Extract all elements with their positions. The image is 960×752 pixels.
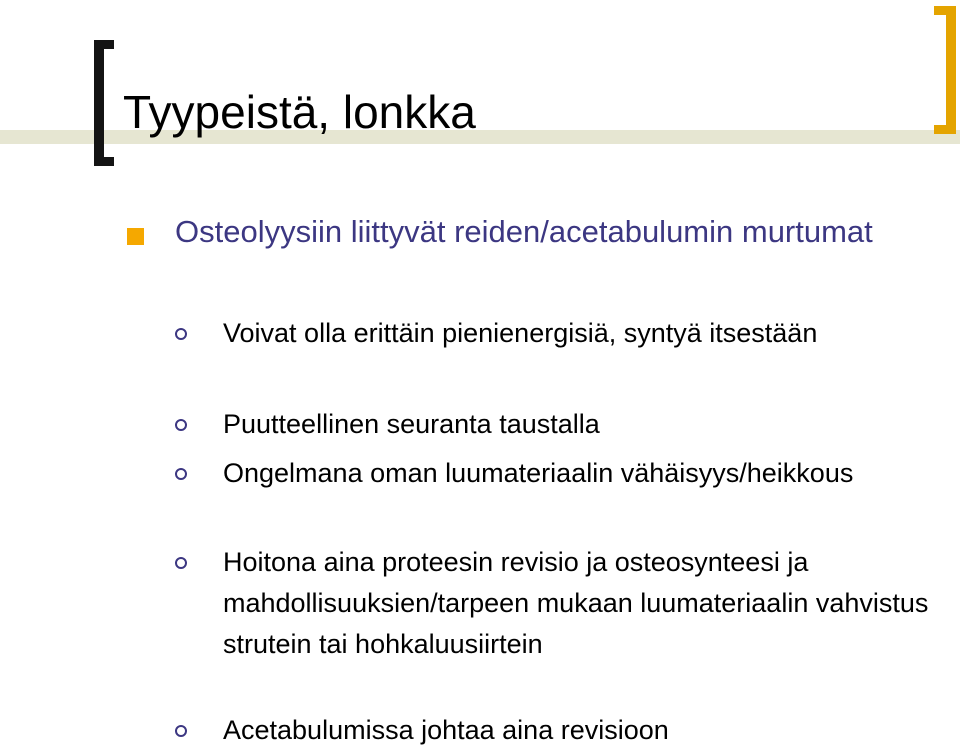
sub-point-text: Acetabulumissa johtaa aina revisioon — [223, 715, 669, 745]
circle-bullet-icon — [175, 557, 187, 569]
sub-point-text: Ongelmana oman luumateriaalin vähäisyys/heikkous — [223, 458, 854, 488]
circle-bullet-icon — [175, 328, 187, 340]
circle-bullet-icon — [175, 725, 187, 737]
main-point-text: Osteolyysiin liittyvät reiden/acetabulumin murtumat — [175, 214, 873, 249]
sub-point-text: Puutteellinen seuranta taustalla — [223, 409, 600, 439]
sub-point-text: Voivat olla erittäin pienienergisiä, syntyä itsestään — [223, 318, 818, 348]
sub-point-text: Hoitona aina proteesin revisio ja osteosynteesi ja mahdollisuuksien/tarpeen mukaan luumateriaalin vahvistus strutein tai hohkaluusiirtein — [223, 547, 929, 659]
slide-title: Tyypeistä, lonkka — [123, 86, 476, 138]
circle-bullet-icon — [175, 468, 187, 480]
circle-bullet-icon — [175, 419, 187, 431]
